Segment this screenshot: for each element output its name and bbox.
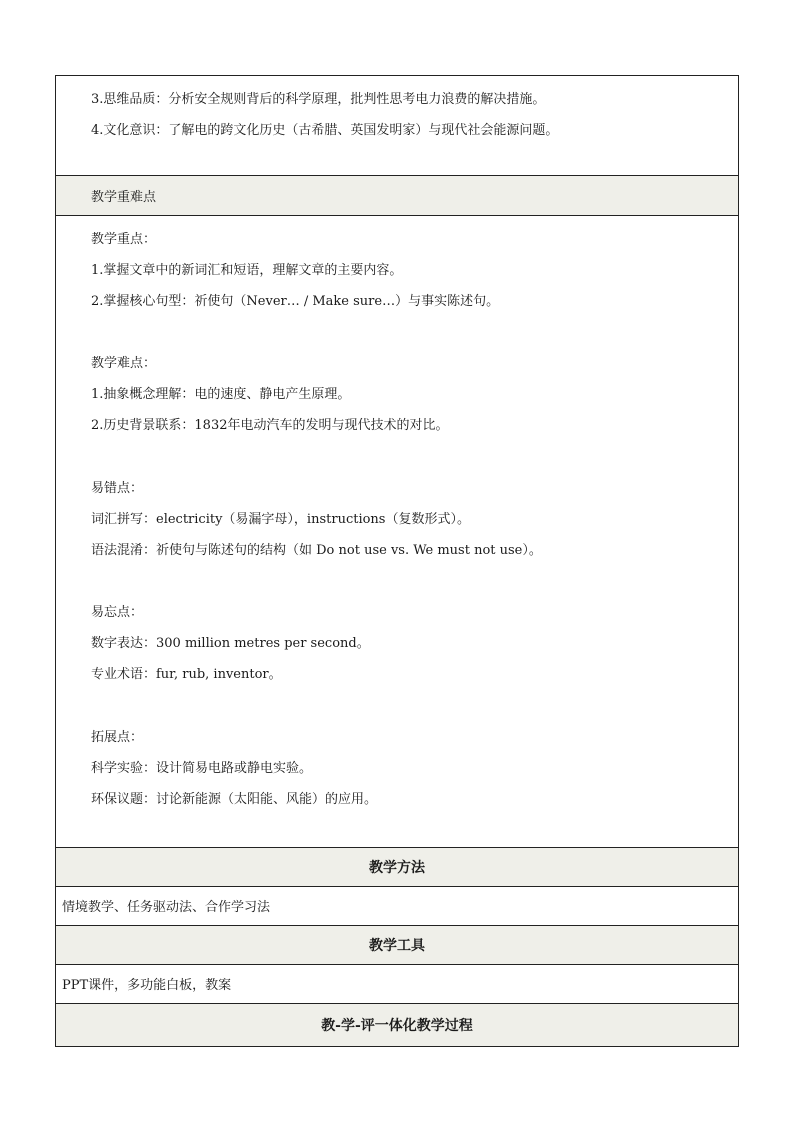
objective-culture: 4.文化意识：了解电的跨文化历史（古希腊、英国发明家）与现代社会能源问题。 [91, 123, 559, 138]
extend-points-title: 拓展点： [91, 730, 144, 745]
difficult-point-item: 2.历史背景联系：1832年电动汽车的发明与现代技术的对比。 [91, 418, 449, 433]
key-point-item: 1.掌握文章中的新词汇和短语，理解文章的主要内容。 [91, 263, 403, 278]
objective-thinking: 3.思维品质：分析安全规则背后的科学原理，批判性思考电力浪费的解决措施。 [91, 92, 546, 107]
tools-content-row [56, 965, 738, 1004]
key-difficult-header: 教学重难点 [91, 190, 157, 205]
methods-content: 情境教学、任务驱动法、合作学习法 [62, 900, 271, 915]
key-point-item: 2.掌握核心句型：祈使句（Never… / Make sure…）与事实陈述句。 [91, 294, 500, 309]
tools-content: PPT课件，多功能白板，教案 [62, 978, 232, 993]
error-points-title: 易错点： [91, 481, 144, 496]
tools-header-row [56, 926, 738, 965]
tools-header: 教学工具 [369, 938, 425, 954]
key-difficult-content-cell [56, 216, 738, 848]
key-points-title: 教学重点： [91, 232, 157, 247]
key-difficult-header-row [56, 176, 738, 216]
forget-point-item: 数字表达：300 million metres per second。 [91, 636, 370, 651]
methods-header: 教学方法 [369, 860, 425, 876]
forget-points-title: 易忘点： [91, 605, 144, 620]
extend-point-item: 科学实验：设计简易电路或静电实验。 [91, 761, 313, 776]
extend-point-item: 环保议题：讨论新能源（太阳能、风能）的应用。 [91, 792, 378, 807]
error-point-item: 语法混淆：祈使句与陈述句的结构（如 Do not use vs. We must not use）。 [91, 543, 542, 558]
methods-content-row [56, 887, 738, 926]
objectives-tail-cell [56, 76, 738, 176]
process-header-row [56, 1004, 738, 1047]
forget-point-item: 专业术语：fur, rub, inventor。 [91, 667, 282, 682]
error-point-item: 词汇拼写：electricity（易漏字母），instructions（复数形式）。 [91, 512, 470, 527]
methods-header-row [56, 848, 738, 887]
lesson-plan-table [55, 75, 739, 1047]
difficult-point-item: 1.抽象概念理解：电的速度、静电产生原理。 [91, 387, 351, 402]
process-header: 教-学-评一体化教学过程 [321, 1018, 473, 1034]
difficult-points-title: 教学难点： [91, 356, 157, 371]
